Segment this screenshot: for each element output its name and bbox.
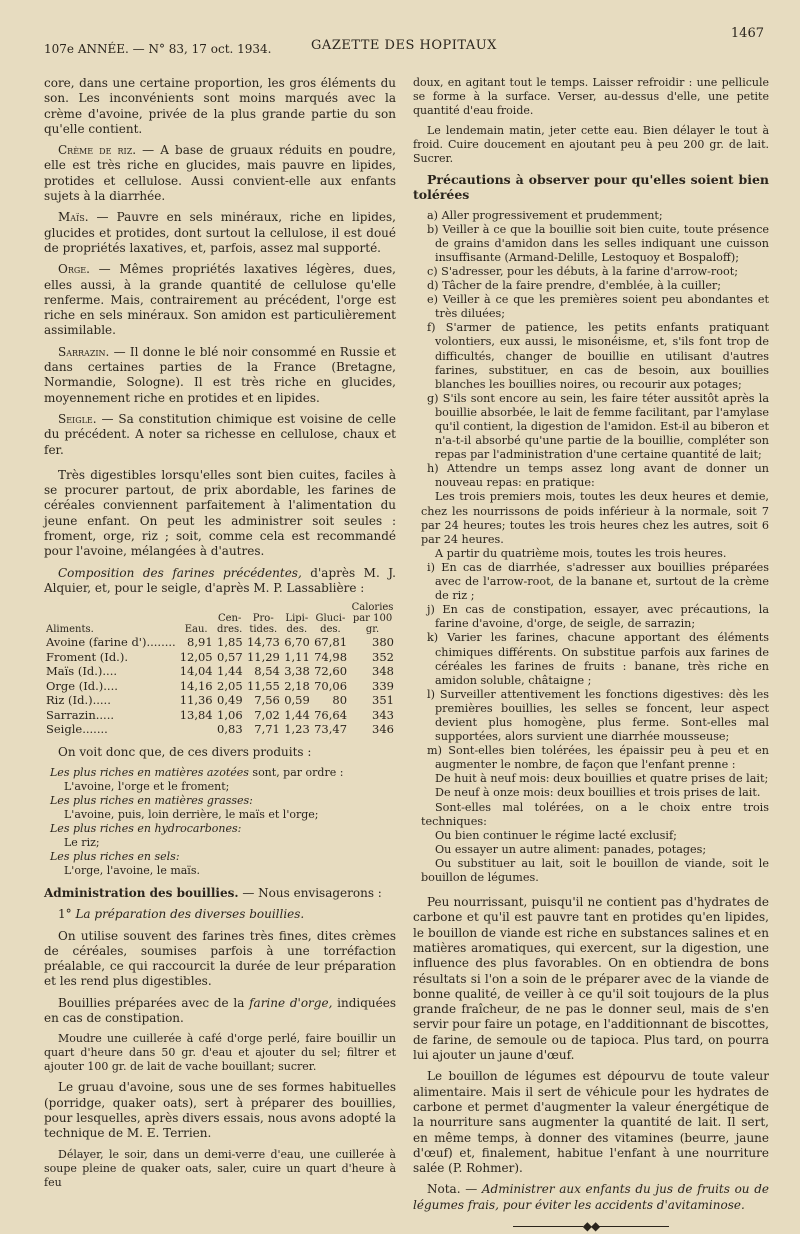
table-cell-protides: 7,71 xyxy=(254,722,280,737)
paragraph-sarrazin: Sarrazin. — Il donne le blé noir consommé en Russie et dans certaines parties de la France (Bretagne, Normandie, Sologne). Il est très riche en glucides, moyennement riche en protides et en lipides. xyxy=(44,344,396,405)
table-cell-lipides: 1,11 xyxy=(284,649,310,664)
precautions-heading: Précautions à observer pour qu'elles soient bien tolérées xyxy=(413,172,769,203)
table-cell-eau: 11,36 xyxy=(179,693,213,708)
precaution-item: l) Surveiller attentivement les fonctions digestives: dès les premières bouillies, les selles se foncent, leur aspect devient plus homogène, plus ferme. Sont-elles mal supportées, alors survient une diarrhée mousseuse; xyxy=(427,687,769,744)
term-sarrazin: Sarrazin. xyxy=(58,344,110,359)
table-cell-aliment: Orge (Id.).... xyxy=(46,678,118,693)
table-cell-aliment: Maïs (Id.).... xyxy=(46,664,118,679)
term-orge: Orge. xyxy=(58,262,90,277)
page-number: 1467 xyxy=(730,26,764,41)
preparation-heading: 1° La préparation des diverses bouillies. xyxy=(58,907,305,922)
precaution-item: a) Aller progressivement et prudemment; xyxy=(427,208,663,222)
precaution-item: k) Varier les farines, chacune apportant des éléments chimiques différents. On substitue parfois aux farines de céréales les farines de fruits : banane, très riche en amidon soluble, châtaigne ; xyxy=(427,631,769,687)
table-cell-cendres: 0,57 xyxy=(217,649,243,664)
right-column xyxy=(413,76,769,1234)
table-cell-calories: 380 xyxy=(372,635,394,650)
list-item: Les plus riches en hydrocarbones: xyxy=(50,822,242,835)
precaution-item: g) S'ils sont encore au sein, les faire téter aussitôt après la bouillie absorbée, le lait de femme facilitant, par l'amylase qu'il contient, la digestion de l'amidon. Est-il au biberon et n'a-t-il absorbé qu'une partie de la bouillie, compléter son repas par l'administration d'une certaine quantité de lait; xyxy=(427,391,769,462)
nota-label: Nota. xyxy=(427,1182,461,1197)
administration-heading: Administration des bouillies. — Nous envisagerons : xyxy=(44,886,382,900)
column-header: Cen-dres. xyxy=(216,613,243,636)
paragraph-mais: Maïs. — Pauvre en sels minéraux, riche en lipides, glucides et protides, dont surtout la cellulose, il est doué de propriétés laxatives, et, parfois, assez mal supporté. xyxy=(44,210,396,255)
table-row xyxy=(44,635,396,650)
table-cell-calories: 346 xyxy=(372,722,394,737)
table-cell-protides: 7,02 xyxy=(254,707,280,722)
column-header: Calories par 100 gr. xyxy=(351,602,394,636)
column-header: Eau. xyxy=(184,624,208,636)
table-cell-calories: 343 xyxy=(372,707,394,722)
paragraph-seigle: Seigle. — Sa constitution chimique est voisine de celle du précédent. A noter sa richesse en cellulose, chaux et fer. xyxy=(44,411,396,457)
table-cell-aliment: Avoine (farine d')........ xyxy=(46,635,176,650)
paragraph-doux: doux, en agitant tout le temps. Laisser refroidir : une pellicule se forme à la surface. Verser, au-dessus d'elle, une petite quantité d'eau froide. xyxy=(413,76,769,117)
paragraph-gruau: Le gruau d'avoine, sous une de ses formes habituelles (porridge, quaker oats), sert à préparer des bouillies, pour lesquelles, après divers essais, nous avons adopté la technique de M. E. Terrien. xyxy=(44,1080,396,1141)
paragraph-digestibles: Très digestibles lorsqu'elles sont bien cuites, faciles à se procurer partout, de prix abordable, les farines de céréales conviennent parfaitement à l'alimentation du jeune enfant. On peut les administrer soit seules : froment, orge, riz ; soit, comme cela est recommandé pour l'avoine, mélangées à d'autres. xyxy=(44,467,396,559)
table-cell-glucides: 76,64 xyxy=(314,707,348,722)
table-cell-lipides: 1,44 xyxy=(284,707,310,722)
table-cell-cendres: 0,49 xyxy=(217,693,243,708)
paragraph-intro: core, dans une certaine proportion, les gros éléments du son. Les inconvénients sont moins marqués avec la crème d'avoine, privée de la plus grande partie du son qu'elle contient. xyxy=(44,76,396,136)
term-mais: Maïs. xyxy=(58,210,89,225)
table-cell-calories: 339 xyxy=(372,678,394,693)
list-item: L'avoine, l'orge et le froment; xyxy=(64,780,230,793)
paragraph-on-voit: On voit donc que, de ces divers produits : xyxy=(58,744,312,759)
table-cell-lipides: 0,59 xyxy=(284,693,310,708)
term-creme-de-riz: Crème de riz. xyxy=(58,143,137,158)
paragraph-bouillon-viande: Peu nourrissant, puisqu'il ne contient pas d'hydrates de carbone et qu'il est pauvre tant en protides qu'en lipides, le bouillon de viande est riche en substances salines et en matières aromatiques, qui exercent, sur la digestion, une influence des plus favorables. On en obtiendra de bons résultats si l'on a soin de le préparer avec de la viande de bonne qualité, de veiller à ce qu'il soit toujours de la plus grande fraîcheur, de ne pas le donner seul, mais de s'en servir pour faire un potage, en l'additionnant de biscottes, de farine, de semoule ou de tapioca. Plus tard, on pourra lui ajouter un jaune d'œuf. xyxy=(413,895,769,1063)
table-cell-eau: 14,16 xyxy=(179,678,213,693)
precaution-item: Ou substituer au lait, soit le bouillon de viande, soit le bouillon de légumes. xyxy=(421,856,769,884)
paragraph-orge: Orge. — Mêmes propriétés laxatives légères, dues, elles aussi, à la grande quantité de cellulose qu'elle renferme. Mais, contrairement au précédent, l'orge est riche en sels minéraux. Son amidon est particulièrement assimilable. xyxy=(44,262,396,338)
column-header: Pro-tides. xyxy=(249,613,278,636)
precaution-item: f) S'armer de patience, les petits enfants pratiquant volontiers, eux aussi, le misonéisme, et, s'ils font trop de difficultés, changer de bouillie en utilisant d'autres farines, substituer, en cas de besoin, aux bouillies blanches les bouillies noires, ou recourir aux potages; xyxy=(427,321,769,391)
table-cell-protides: 7,56 xyxy=(254,693,280,708)
paragraph-delayer: Délayer, le soir, dans un demi-verre d'eau, une cuillerée à soupe pleine de quaker oats, saler, cuire un quart d'heure à feu xyxy=(44,1147,396,1189)
table-cell-cendres: 0,83 xyxy=(217,722,243,737)
end-ornament: ◆◆ xyxy=(413,1219,769,1234)
table-cell-cendres: 1,06 xyxy=(217,707,243,722)
column-header: Gluci-des. xyxy=(315,613,346,636)
table-cell-glucides: 70,06 xyxy=(314,678,348,693)
table-cell-lipides: 2,18 xyxy=(284,678,310,693)
table-cell-glucides: 73,47 xyxy=(314,722,348,737)
issue-info: 107e ANNÉE. — N° 83, 17 oct. 1934. xyxy=(44,42,272,56)
table-cell-glucides: 72,60 xyxy=(314,664,348,679)
list-item: Le riz; xyxy=(64,836,100,849)
table-cell-lipides: 6,70 xyxy=(284,635,310,650)
paragraph-creme-de-riz: Crème de riz. — A base de gruaux réduits en poudre, elle est très riche en glucides, mais pauvre en lipides, protides et cellulose. Aussi convient-elle aux enfants sujets à la diarrhée. xyxy=(44,143,397,204)
table-row xyxy=(44,664,396,679)
table-cell-eau: 13,84 xyxy=(179,707,213,722)
composition-heading: Composition des farines précédentes, d'après M. J. Alquier, et, pour le seigle, d'après M. P. Lassablière : xyxy=(44,565,396,595)
column-header: Lipi-des. xyxy=(285,613,309,636)
paragraph-moudre: Moudre une cuillerée à café d'orge perlé, faire bouillir un quart d'heure dans 50 gr. d'eau et ajouter du sel; filtrer et ajouter 100 gr. de lait de vache bouillant; sucrer. xyxy=(44,1032,396,1074)
table-cell-protides: 11,29 xyxy=(246,649,280,664)
table-cell-protides: 11,55 xyxy=(246,678,280,693)
table-cell-aliment: Froment (Id.). xyxy=(46,649,128,664)
paragraph-farine-orge: Bouillies préparées avec de la farine d'orge, indiquées en cas de constipation. xyxy=(44,995,396,1026)
table-row xyxy=(44,679,396,694)
table-row xyxy=(44,693,396,708)
table-cell-eau: 12,05 xyxy=(179,649,213,664)
table-row xyxy=(44,650,396,665)
precaution-item: Ou essayer un autre aliment: panades, potages; xyxy=(435,842,707,856)
table-row xyxy=(44,708,396,723)
precaution-item: c) S'adresser, pour les débuts, à la farine d'arrow-root; xyxy=(427,264,738,278)
table-cell-eau xyxy=(178,722,215,737)
precautions-list xyxy=(413,209,769,886)
paragraph-cremes-cereales: On utilise souvent des farines très fines, dites crèmes de céréales, soumises parfois à une torréfaction préalable, ce qui raccourcit la durée de leur préparation et les rend plus digestibles. xyxy=(44,928,396,989)
table-cell-cendres: 1,44 xyxy=(217,664,243,679)
table-cell-calories: 352 xyxy=(372,649,394,664)
paragraph-lendemain: Le lendemain matin, jeter cette eau. Bien délayer le tout à froid. Cuire doucement en ajoutant peu à peu 200 gr. de lait. Sucrer. xyxy=(413,124,769,165)
list-item: Les plus riches en matières grasses: xyxy=(50,794,253,807)
nota xyxy=(413,1182,769,1213)
table-row xyxy=(44,722,396,737)
richest-list xyxy=(44,766,396,878)
precaution-item: De huit à neuf mois: deux bouillies et quatre prises de lait; xyxy=(435,772,769,786)
table-cell-calories: 348 xyxy=(372,664,394,679)
paragraph-bouillon-legumes: Le bouillon de légumes est dépourvu de toute valeur alimentaire. Mais il sert de véhicule pour les hydrates de carbone et permet d'augmenter la valeur énergétique de la nourriture sans augmenter la quantité de lait. Il sert, en même temps, à donner des vitamines (beurre, jaune d'œuf) et, finalement, habitue l'enfant à une nourriture salée (P. Rohmer). xyxy=(413,1069,769,1176)
table-cell-aliment: Sarrazin..... xyxy=(46,707,115,722)
table-cell-cendres: 1,85 xyxy=(217,635,243,650)
precaution-item: h) Attendre un temps assez long avant de donner un nouveau repas: en pratique: xyxy=(427,462,769,490)
table-cell-protides: 14,73 xyxy=(246,635,280,650)
nota-text: — Administrer aux enfants du jus de fruits ou de légumes frais, pour éviter les accidents d'avitaminose. xyxy=(413,1182,769,1212)
table-cell-eau: 8,91 xyxy=(187,635,213,650)
table-cell-glucides: 80 xyxy=(332,693,348,708)
precaution-item: b) Veiller à ce que la bouillie soit bien cuite, toute présence de grains d'amidon dans les selles indiquant une cuisson insuffisante (Armand-Delille, Lestoquoy et Bospaloff); xyxy=(427,222,769,264)
page-header xyxy=(44,26,764,60)
table-cell-cendres: 2,05 xyxy=(217,678,243,693)
table-cell-aliment: Riz (Id.)..... xyxy=(46,693,111,708)
precaution-item: Ou bien continuer le régime lacté exclusif; xyxy=(435,828,677,842)
precaution-item: i) En cas de diarrhée, s'adresser aux bouillies préparées avec de l'arrow-root, de la banane et, surtout de la crème de riz ; xyxy=(427,560,769,603)
precaution-item: Sont-elles mal tolérées, on a le choix entre trois techniques: xyxy=(421,800,769,828)
table-cell-aliment: Seigle....... xyxy=(46,722,108,737)
list-item: L'orge, l'avoine, le maïs. xyxy=(64,864,200,877)
left-column xyxy=(44,76,396,1196)
list-item: L'avoine, puis, loin derrière, le maïs et l'orge; xyxy=(64,808,319,821)
table-cell-glucides: 67,81 xyxy=(314,635,348,650)
term-seigle: Seigle. xyxy=(58,411,97,426)
table-cell-eau: 14,04 xyxy=(179,664,213,679)
list-item: Les plus riches en sels: xyxy=(50,850,180,863)
precaution-item: m) Sont-elles bien tolérées, les épaissir peu à peu et en augmenter le nombre, de façon que l'enfant prenne : xyxy=(427,744,769,772)
precaution-item: A partir du quatrième mois, toutes les trois heures. xyxy=(435,546,727,560)
table-header-row xyxy=(44,602,396,635)
composition-table xyxy=(44,602,396,737)
table-cell-lipides: 1,23 xyxy=(284,722,310,737)
table-cell-glucides: 74,98 xyxy=(314,649,348,664)
table-cell-calories: 351 xyxy=(372,693,394,708)
journal-title: GAZETTE DES HOPITAUX xyxy=(311,38,497,53)
list-item: Les plus riches en matières azotées sont, par ordre : xyxy=(50,766,344,779)
precaution-item: e) Veiller à ce que les premières soient peu abondantes et très diluées; xyxy=(427,293,769,321)
table-cell-protides: 8,54 xyxy=(254,664,280,679)
precaution-item: Les trois premiers mois, toutes les deux heures et demie, chez les nourrissons de poids inférieur à la normale, soit 7 par 24 heures; toutes les trois heures chez les autres, soit 6 par 24 heures. xyxy=(421,490,769,546)
column-header: Aliments. xyxy=(46,624,94,636)
precaution-item: j) En cas de constipation, essayer, avec précautions, la farine d'avoine, d'orge, de seigle, de sarrazin; xyxy=(427,603,769,631)
precaution-item: De neuf à onze mois: deux bouillies et trois prises de lait. xyxy=(435,786,761,800)
table-cell-lipides: 3,38 xyxy=(284,664,310,679)
precaution-item: d) Tâcher de la faire prendre, d'emblée, à la cuiller; xyxy=(427,279,722,293)
